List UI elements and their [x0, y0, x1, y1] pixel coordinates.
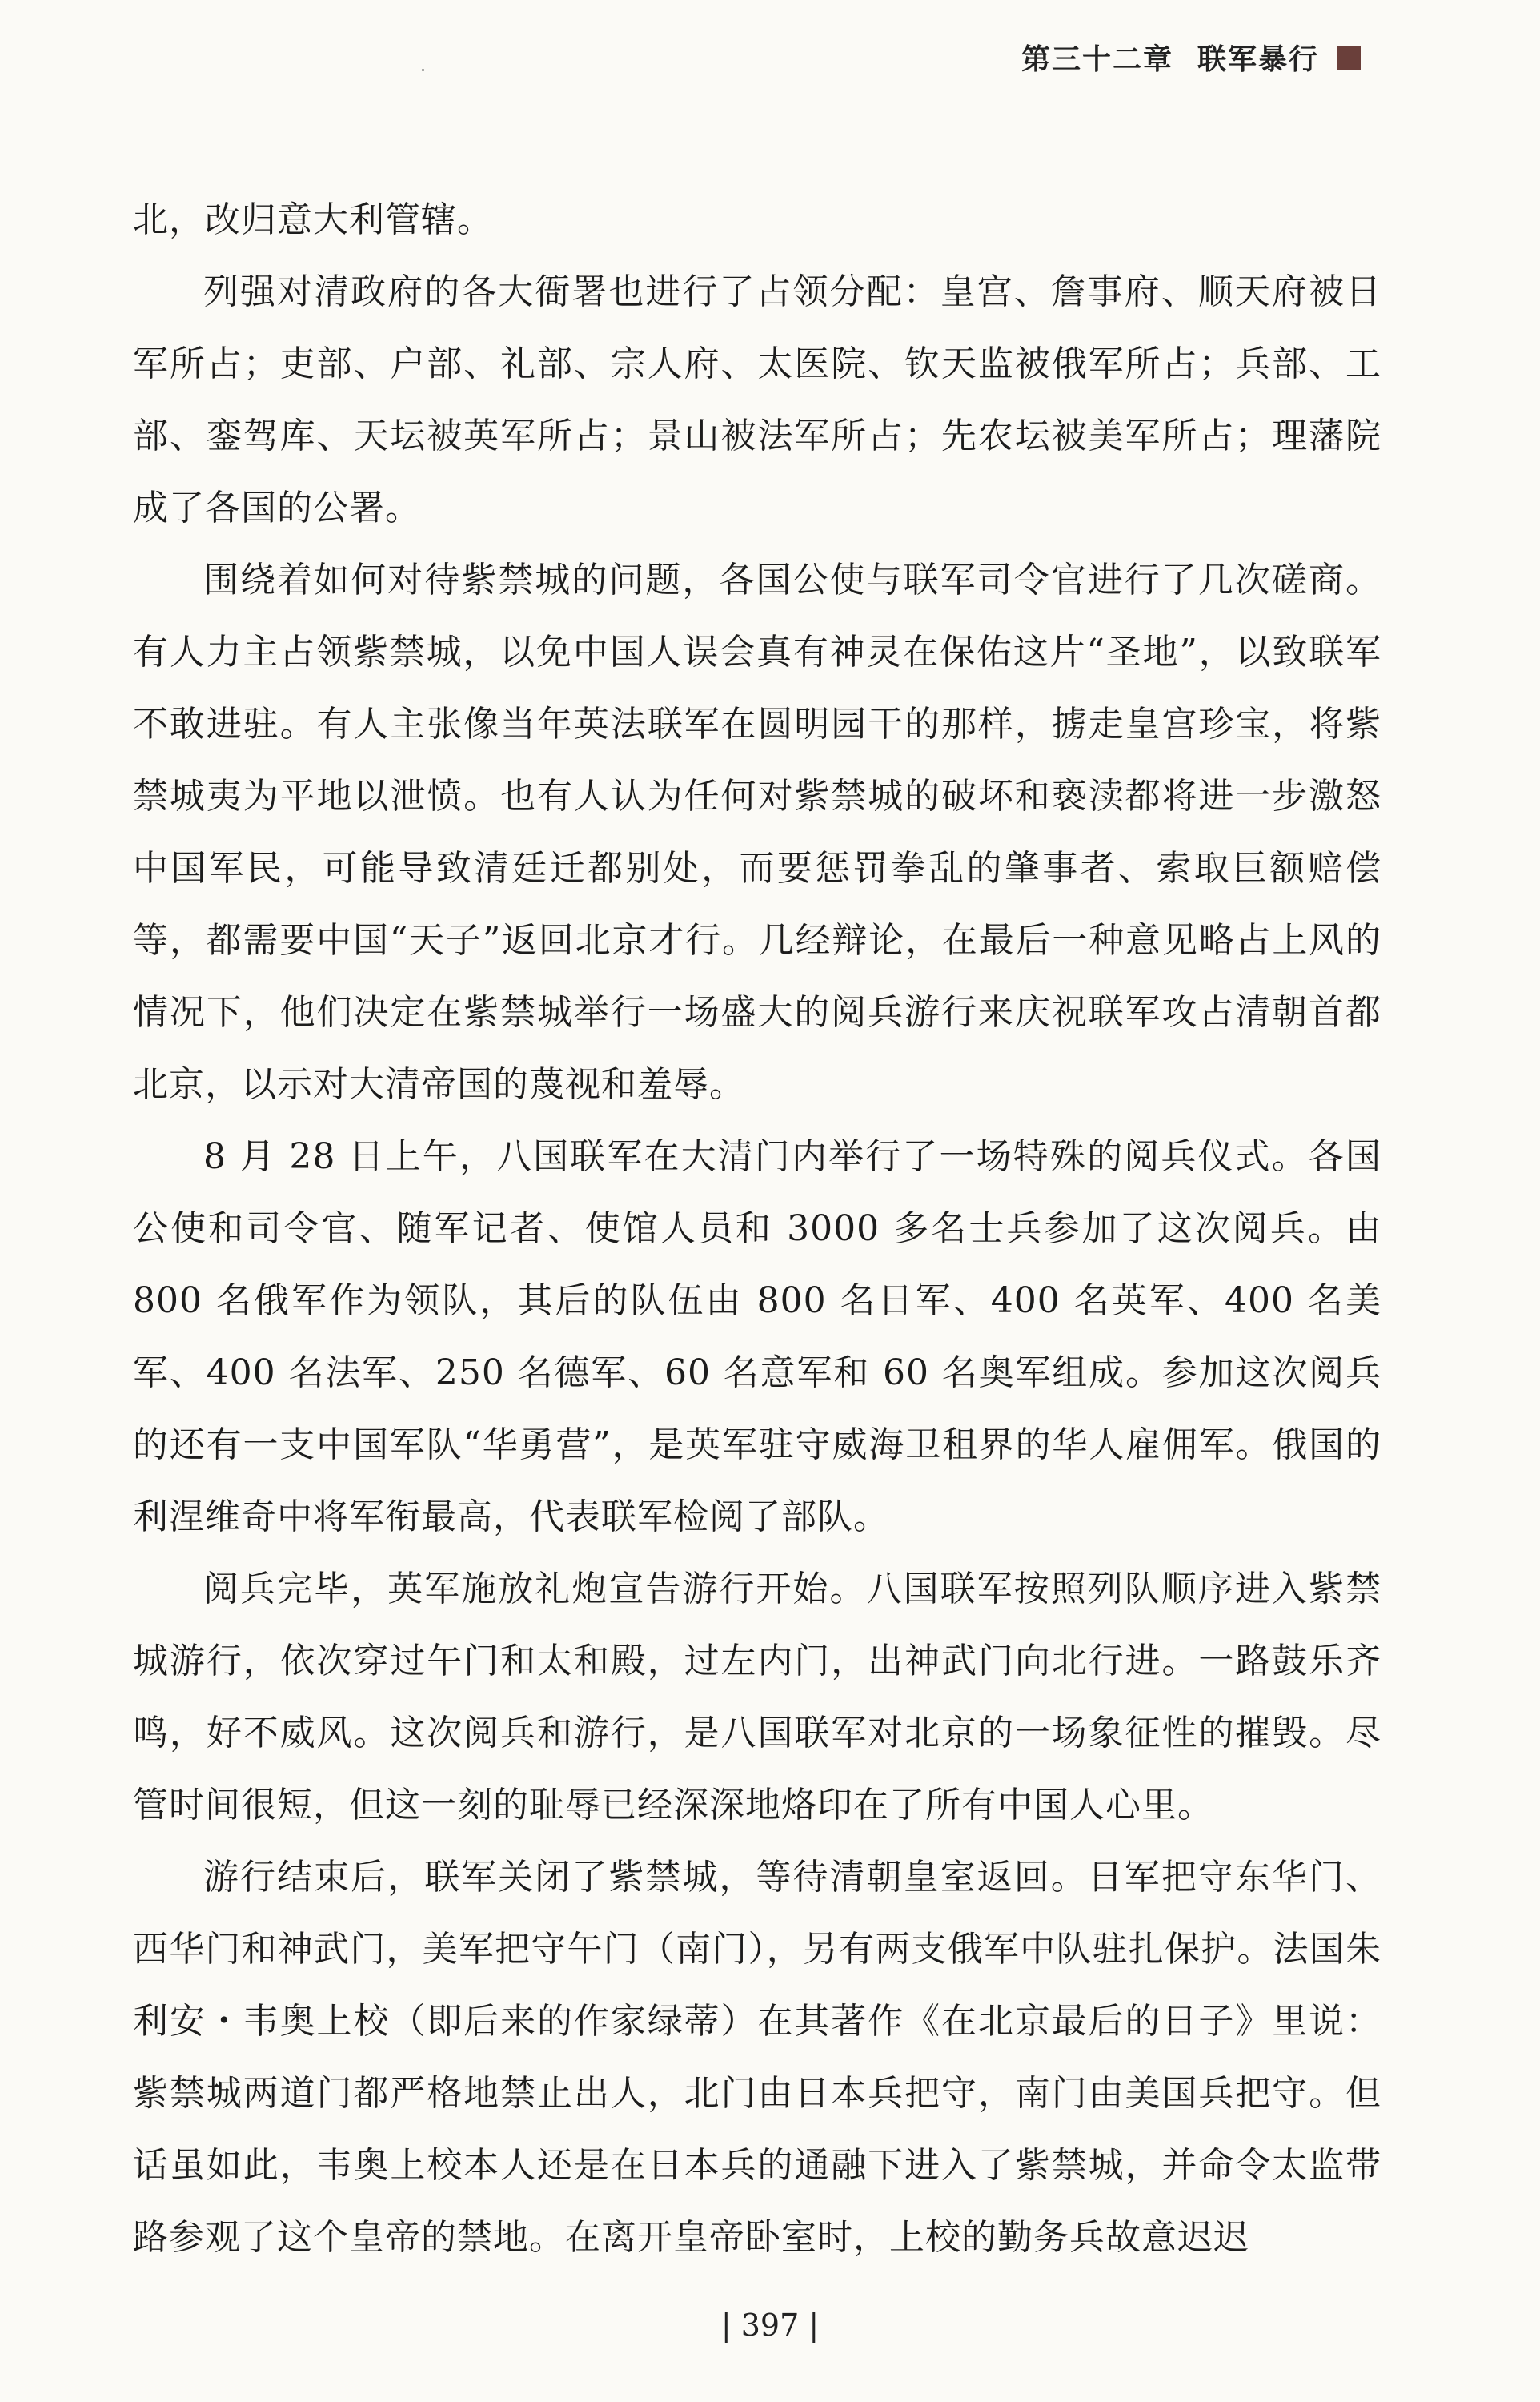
- paragraph: 游行结束后，联军关闭了紫禁城，等待清朝皇室返回。日军把守东华门、西华门和神武门，美军把守午门（南门），另有两支俄军中队驻扎保护。法国朱利安・韦奥上校（即后来的作家绿蒂）在其著作《在北京最后的日子》里说：紫禁城两道门都严格地禁止出人，北门由日本兵把守，南门由美国兵把守。但话虽如此，韦奥上校本人还是在日本兵的通融下进入了紫禁城，并命令太监带路参观了这个皇帝的禁地。在离开皇帝卧室时，上校的勤务兵故意迟迟: [133, 1857, 1382, 2258]
- paragraph: 北，改归意大利管辖。: [133, 199, 493, 240]
- header-square-icon: [1337, 46, 1361, 70]
- body-text: [133, 184, 1382, 2274]
- paragraph: 8 月 28 日上午，八国联军在大清门内举行了一场特殊的阅兵仪式。各国公使和司令官、随军记者、使馆人员和 3000 多名士兵参加了这次阅兵。由 800 名俄军作为领队，其后的队伍由 800 名日军、400 名英军、400 名美军、400 名法军、250 名德军、60 名意军和 60 名奥军组成。参加这次阅兵的还有一支中国军队“华勇营”，是英军驻守威海卫租界的华人雇佣军。俄国的利涅维奇中将军衔最高，代表联军检阅了部队。: [133, 1136, 1382, 1537]
- paragraph: 围绕着如何对待紫禁城的问题，各国公使与联军司令官进行了几次磋商。有人力主占领紫禁城，以免中国人误会真有神灵在保佑这片“圣地”，以致联军不敢进驻。有人主张像当年英法联军在圆明园干的那样，掳走皇宫珍宝，将紫禁城夷为平地以泄愤。也有人认为任何对紫禁城的破坏和亵渎都将进一步激怒中国军民，可能导致清廷迁都别处，而要惩罚拳乱的肇事者、索取巨额赔偿等，都需要中国“天子”返回北京才行。几经辩论，在最后一种意见略占上风的情况下，他们决定在紫禁城举行一场盛大的阅兵游行来庆祝联军攻占清朝首都北京，以示对大清帝国的蔑视和羞辱。: [133, 560, 1382, 1105]
- paragraph: 列强对清政府的各大衙署也进行了占领分配：皇宫、詹事府、顺天府被日军所占；吏部、户部、礼部、宗人府、太医院、钦天监被俄军所占；兵部、工部、銮驾库、天坛被英军所占；景山被法军所占；先农坛被美军所占；理藩院成了各国的公署。: [133, 271, 1382, 528]
- running-header: [1021, 37, 1361, 78]
- page-number: | 397 |: [720, 2308, 820, 2343]
- paragraph: 阅兵完毕，英军施放礼炮宣告游行开始。八国联军按照列队顺序进入紫禁城游行，依次穿过午门和太和殿，过左内门，出神武门向北行进。一路鼓乐齐鸣，好不威风。这次阅兵和游行，是八国联军对北京的一场象征性的摧毁。尽管时间很短，但这一刻的耻辱已经深深地烙印在了所有中国人心里。: [133, 1569, 1382, 1826]
- chapter-number: 第三十二章: [1021, 43, 1173, 76]
- chapter-title: 联军暴行: [1197, 43, 1319, 76]
- scan-speck: [422, 69, 424, 71]
